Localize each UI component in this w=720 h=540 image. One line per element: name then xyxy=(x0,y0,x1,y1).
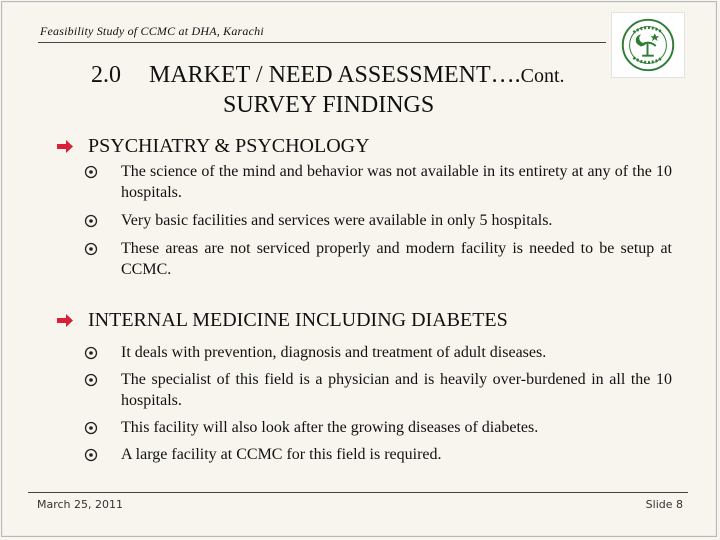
target-bullet-icon xyxy=(84,165,98,179)
list-item-text: It deals with prevention, diagnosis and treatment of adult diseases. xyxy=(121,344,547,361)
footer-divider xyxy=(28,492,688,493)
target-bullet-icon xyxy=(84,421,98,435)
slide-subtitle: SURVEY FINDINGS xyxy=(223,92,435,118)
target-bullet-icon xyxy=(84,346,98,360)
section-number: 2.0 xyxy=(91,62,121,88)
header-divider xyxy=(38,42,606,43)
target-bullet-icon xyxy=(84,214,98,228)
list-item-text: Very basic facilities and services were available in only 5 hospitals. xyxy=(121,212,553,229)
list-item-text: The science of the mind and behavior was not available in its entirety at any of the 10 hospitals. xyxy=(121,163,672,201)
section-heading-psychiatry xyxy=(57,134,370,158)
list-item xyxy=(84,210,672,231)
target-bullet-icon xyxy=(84,242,98,256)
title-main: MARKET / NEED ASSESSMENT…. xyxy=(149,62,521,88)
arrow-right-icon xyxy=(57,314,88,327)
list-item xyxy=(84,238,672,280)
list-item-text: A large facility at CCMC for this field is required. xyxy=(121,446,442,463)
slide-number: Slide 8 xyxy=(645,498,683,511)
arrow-right-icon xyxy=(57,140,88,153)
institution-crest-icon xyxy=(611,12,685,78)
target-bullet-icon xyxy=(84,373,98,387)
list-item xyxy=(84,161,672,203)
section-heading-label: INTERNAL MEDICINE INCLUDING DIABETES xyxy=(88,308,508,331)
bullet-list-psychiatry xyxy=(84,161,672,280)
list-item xyxy=(84,369,672,411)
header-text: Feasibility Study of CCMC at DHA, Karachi xyxy=(40,24,264,38)
list-item xyxy=(84,417,672,438)
target-bullet-icon xyxy=(84,448,98,462)
section-heading-label: PSYCHIATRY & PSYCHOLOGY xyxy=(88,134,370,157)
slide-title xyxy=(91,62,565,89)
list-item xyxy=(84,342,672,363)
list-item-text: These areas are not serviced properly and modern facility is needed to be setup at CCMC. xyxy=(121,240,672,278)
list-item xyxy=(84,444,672,465)
list-item-text: The specialist of this field is a physician and is heavily over-burdened in all the 10 hospitals. xyxy=(121,371,672,409)
bullet-list-internal-medicine xyxy=(84,342,672,465)
list-item-text: This facility will also look after the growing diseases of diabetes. xyxy=(121,419,539,436)
footer-date: March 25, 2011 xyxy=(37,498,124,511)
title-cont: Cont. xyxy=(520,65,565,87)
section-heading-internal-medicine xyxy=(57,308,508,332)
